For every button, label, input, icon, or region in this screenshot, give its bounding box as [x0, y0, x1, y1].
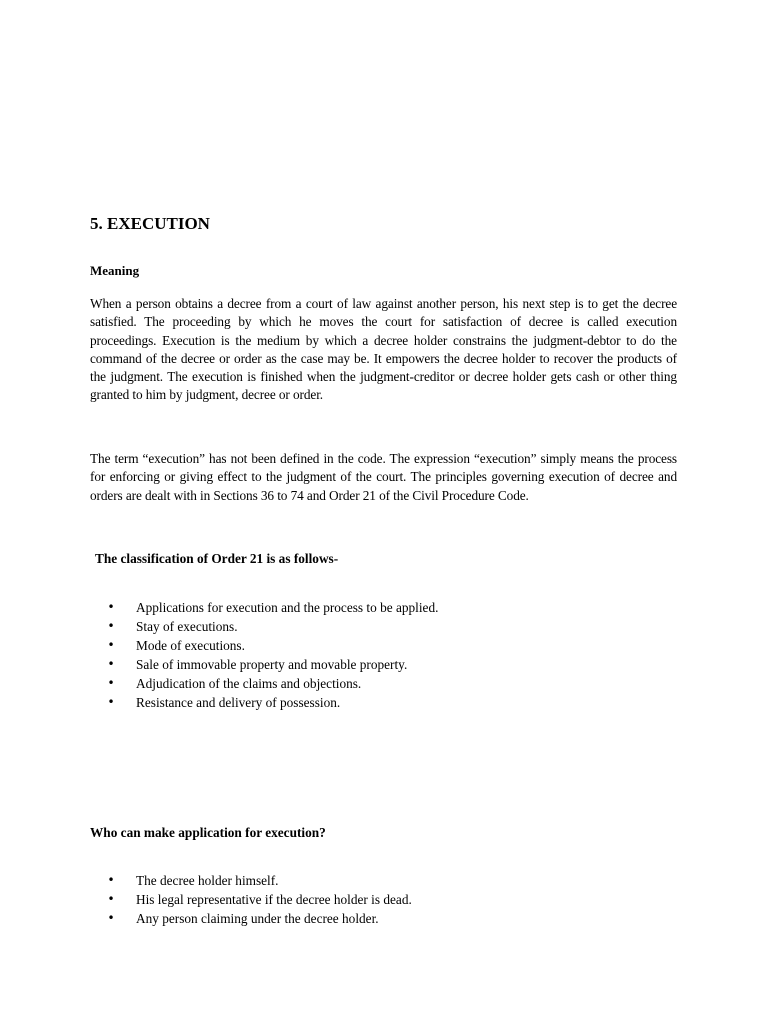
bullet-icon: •: [107, 695, 115, 709]
paragraph-definition: When a person obtains a decree from a court of law against another person, his next step is to get the decree satisfied. The proceeding by which he moves the court for satisfaction of decree is called execution proceedings. Execution is the medium by which a decree holder constrains the judgment-debtor to do the command of the decree or order as the case may be. It empowers the decree holder to recover the products of the judgment. The execution is finished when the judgment-creditor or decree holder gets cash or other thing granted to him by judgment, decree or order.: [90, 296, 677, 403]
bullet-icon: •: [107, 638, 115, 652]
paragraph-term: The term “execution” has not been defined in the code. The expression “execution” simply means the process for enforcing or giving effect to the judgment of the court. The principles governing execution of decree and orders are dealt with in Sections 36 to 74 and Order 21 of the Civil Procedure Code.: [90, 451, 677, 503]
list-item: [90, 674, 438, 693]
bullet-icon: •: [107, 657, 115, 671]
list-item: [90, 598, 438, 617]
bullet-icon: •: [107, 873, 115, 887]
list-item-text: Adjudication of the claims and objections.: [136, 676, 362, 691]
bullet-icon: •: [107, 676, 115, 690]
meaning-subheading: Meaning: [90, 263, 140, 278]
list-item-text: His legal representative if the decree holder is dead.: [136, 892, 412, 907]
list-item-text: Resistance and delivery of possession.: [136, 695, 341, 710]
list-item: [90, 890, 412, 909]
bullet-icon: •: [107, 600, 115, 614]
application-title: Who can make application for execution?: [90, 825, 326, 840]
list-item: [90, 693, 438, 712]
list-item: [90, 617, 438, 636]
list-item-text: Stay of executions.: [136, 619, 238, 634]
classification-title: The classification of Order 21 is as follows-: [95, 551, 339, 566]
list-item-text: Any person claiming under the decree holder.: [136, 911, 379, 926]
bullet-icon: •: [107, 619, 115, 633]
application-list: [90, 871, 412, 928]
list-item: [90, 871, 412, 890]
list-item: [90, 636, 438, 655]
list-item: [90, 655, 438, 674]
list-item-text: The decree holder himself.: [136, 873, 279, 888]
classification-list: [90, 598, 438, 712]
bullet-icon: •: [107, 892, 115, 906]
list-item-text: Applications for execution and the process to be applied.: [136, 600, 439, 615]
section-heading: 5. EXECUTION: [90, 214, 210, 233]
list-item-text: Sale of immovable property and movable property.: [136, 657, 408, 672]
list-item: [90, 909, 412, 928]
list-item-text: Mode of executions.: [136, 638, 245, 653]
bullet-icon: •: [107, 911, 115, 925]
